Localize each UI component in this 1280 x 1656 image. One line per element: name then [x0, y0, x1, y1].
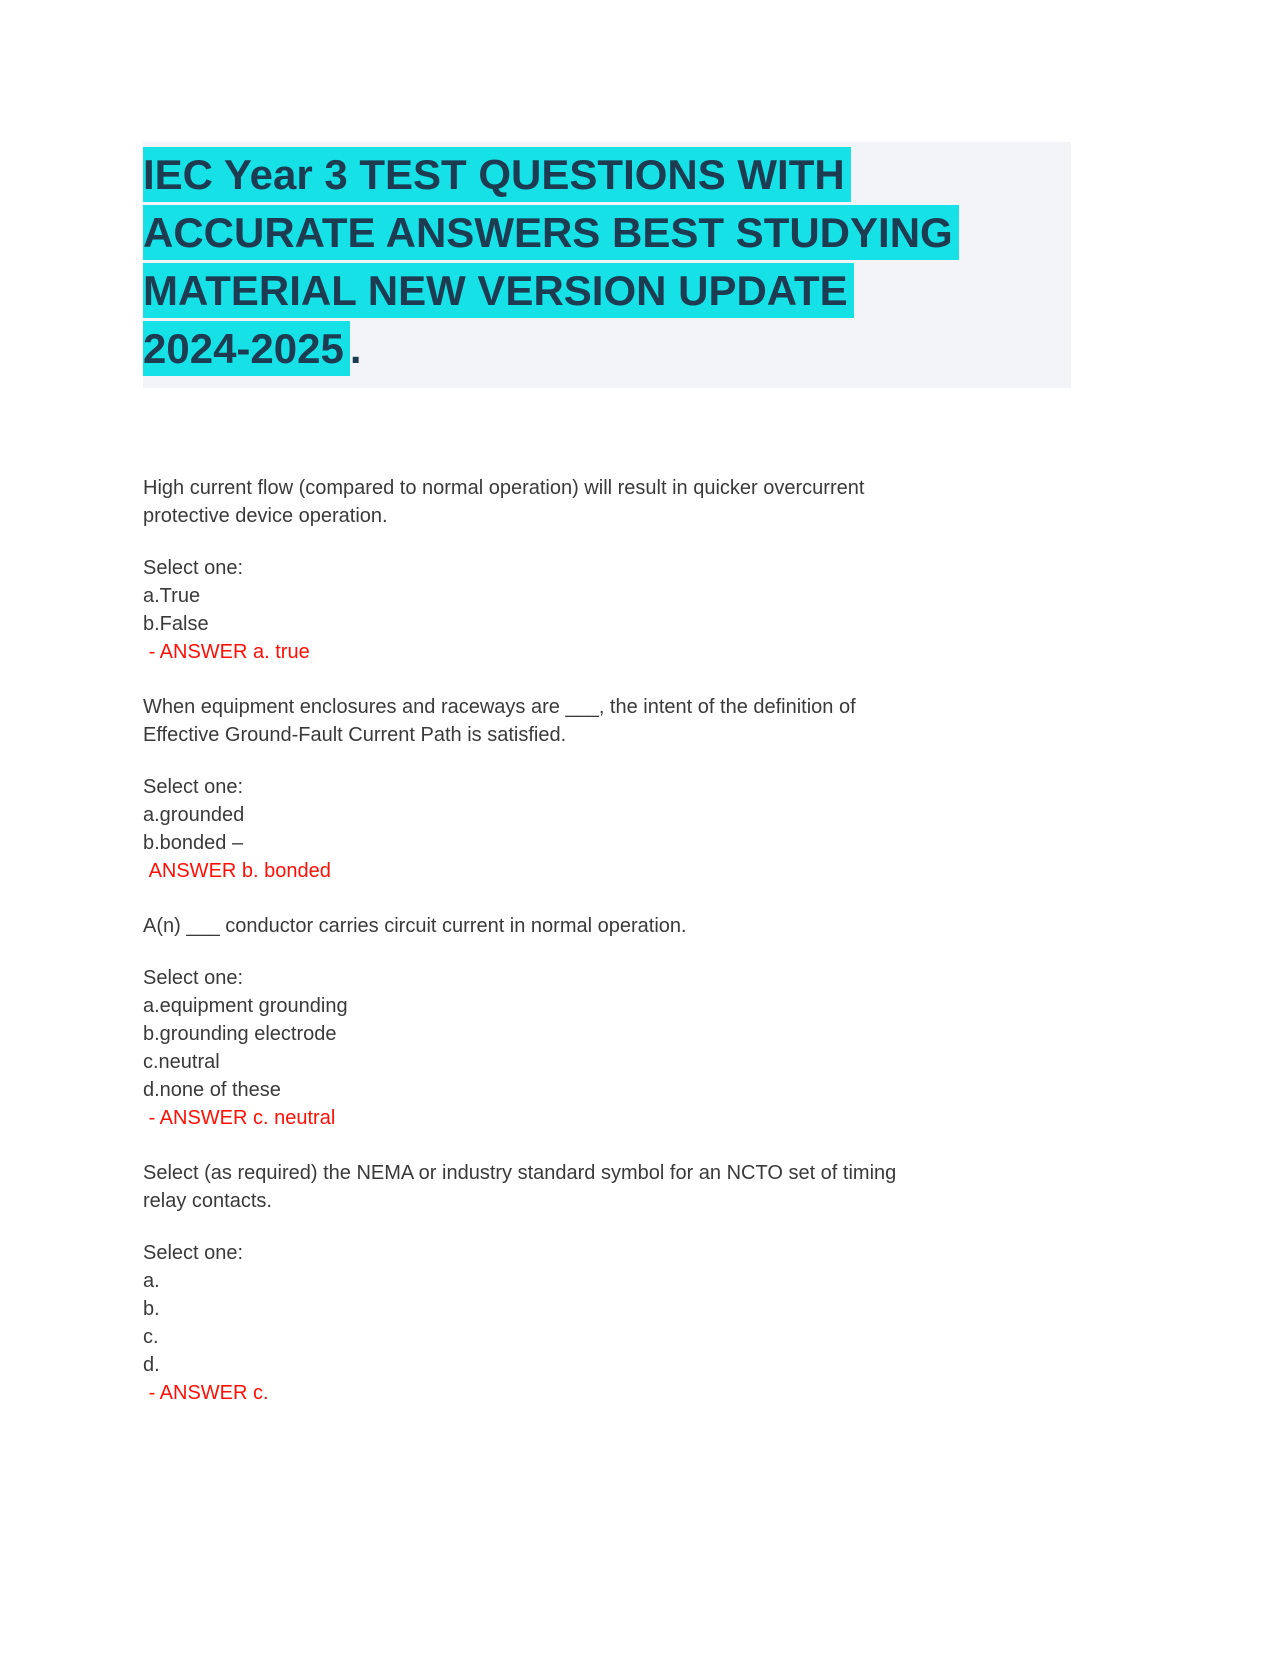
answer-line: - ANSWER c. [143, 1382, 269, 1404]
answer-line: - ANSWER a. true [143, 641, 310, 663]
questions-content [143, 474, 1123, 1407]
option-d: d. [143, 1354, 160, 1376]
select-one-label: Select one: [143, 1242, 244, 1264]
title-tail: . [349, 325, 362, 372]
select-one-label: Select one: [143, 967, 244, 989]
question-prompt [143, 1159, 1123, 1215]
answer-line: ANSWER b. bonded [143, 860, 331, 882]
prompt-line: protective device operation. [143, 505, 388, 527]
title-highlight: MATERIAL NEW VERSION UPDATE [143, 263, 854, 318]
option-b: b. [143, 1298, 160, 1320]
option-c: c. [143, 1326, 159, 1348]
title-line-4 [143, 320, 1071, 378]
title-line-2 [143, 204, 1071, 262]
select-one-label: Select one: [143, 557, 244, 579]
title-line-3 [143, 262, 1071, 320]
option-b: b.bonded – [143, 832, 244, 854]
prompt-line: Effective Ground-Fault Current Path is satisfied. [143, 724, 567, 746]
page-title [143, 142, 1071, 388]
option-a: a.grounded [143, 804, 245, 826]
question-prompt [143, 474, 1123, 530]
title-line-1 [143, 146, 1071, 204]
question-block-4 [143, 1159, 1123, 1407]
select-one-label: Select one: [143, 776, 244, 798]
option-b: b.False [143, 613, 209, 635]
title-highlight: ACCURATE ANSWERS BEST STUDYING [143, 205, 959, 260]
prompt-line: When equipment enclosures and raceways are ___, the intent of the definition of [143, 696, 856, 718]
answer-line: - ANSWER c. neutral [143, 1107, 336, 1129]
question-prompt [143, 912, 1123, 940]
title-highlight: 2024-2025 [143, 321, 350, 376]
option-a: a.True [143, 585, 201, 607]
question-block-1 [143, 474, 1123, 666]
option-d: d.none of these [143, 1079, 281, 1101]
option-a: a.equipment grounding [143, 995, 348, 1017]
question-block-3 [143, 912, 1123, 1132]
option-a: a. [143, 1270, 160, 1292]
option-c: c.neutral [143, 1051, 220, 1073]
prompt-line: A(n) ___ conductor carries circuit current in normal operation. [143, 915, 687, 937]
question-prompt [143, 693, 1123, 749]
option-b: b.grounding electrode [143, 1023, 337, 1045]
prompt-line: High current flow (compared to normal operation) will result in quicker overcurrent [143, 477, 865, 499]
prompt-line: Select (as required) the NEMA or industry standard symbol for an NCTO set of timing [143, 1162, 897, 1184]
title-highlight: IEC Year 3 TEST QUESTIONS WITH [143, 147, 851, 202]
prompt-line: relay contacts. [143, 1190, 272, 1212]
question-block-2 [143, 693, 1123, 885]
